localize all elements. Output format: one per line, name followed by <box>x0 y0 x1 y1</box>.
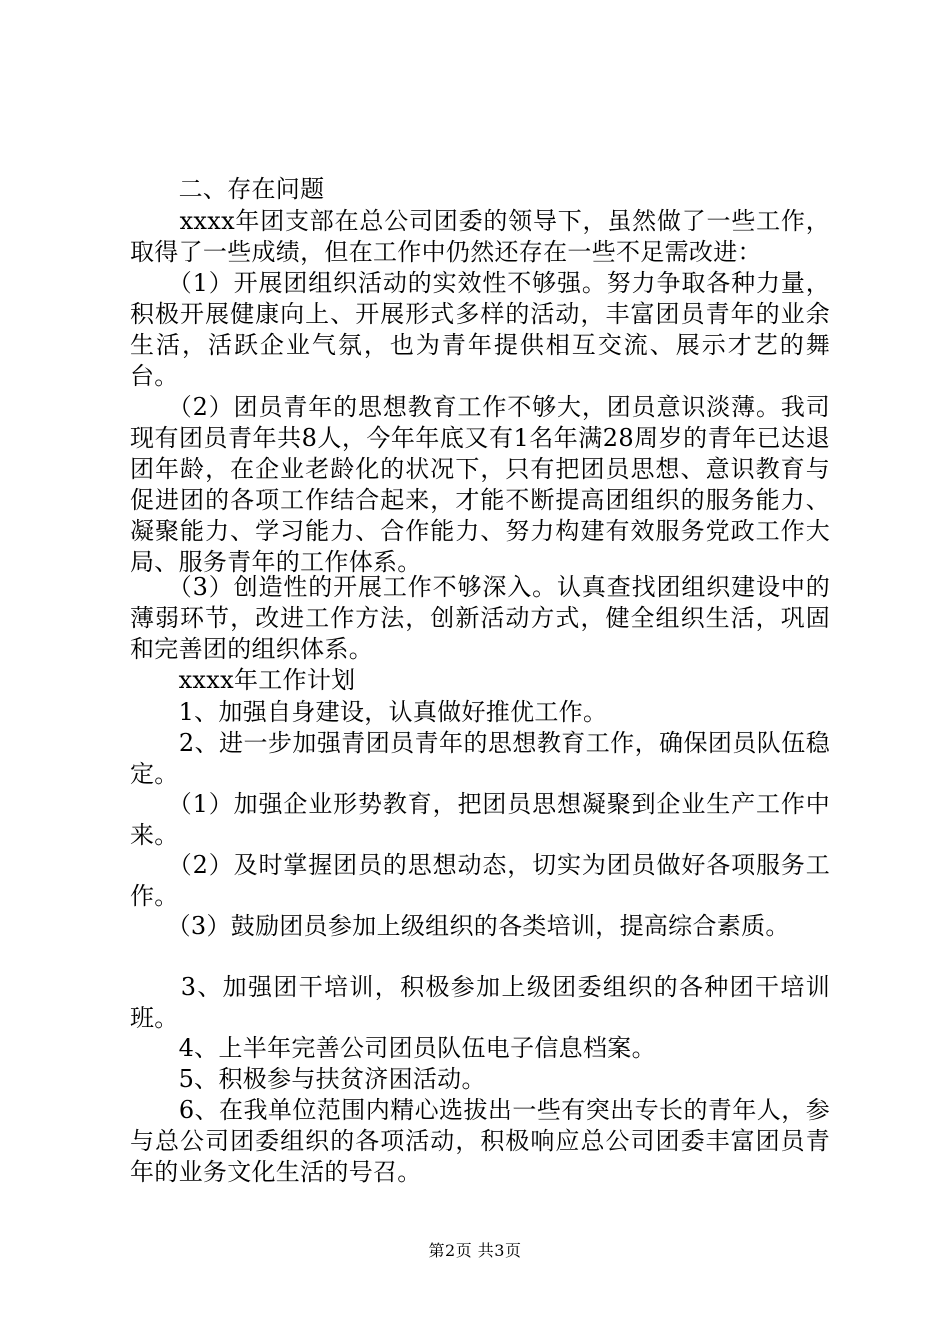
plan-subitem-1: （1）加强企业形势教育，把团员思想凝聚到企业生产工作中来。 <box>130 790 830 849</box>
plan-item-3: 3、加强团干培训，积极参加上级团委组织的各种团干培训班。 <box>130 973 830 1032</box>
plan-item-1: 1、加强自身建设，认真做好推优工作。 <box>130 698 608 726</box>
plan-item-5: 5、积极参与扶贫济困活动。 <box>130 1065 486 1093</box>
problem-item-2: （2）团员青年的思想教育工作不够大，团员意识淡薄。我司现有团员青年共8人，今年年底又有1名年满28周岁的青年已达退团年龄，在企业老龄化的状况下，只有把团员思想、意识教育与促进团的各项工作结合起来，才能不断提高团组织的服务能力、凝聚能力、学习能力、合作能力、努力构建有效服务党政工作大局、服务青年的工作体系。 <box>130 393 830 576</box>
page-number-footer: 第2页 共3页 <box>428 1241 522 1260</box>
plan-item-2: 2、进一步加强青团员青年的思想教育工作，确保团员队伍稳定。 <box>130 729 830 788</box>
plan-item-4: 4、上半年完善公司团员队伍电子信息档案。 <box>130 1034 656 1062</box>
plan-item-6: 6、在我单位范围内精心选拔出一些有突出专长的青年人，参与总公司团委组织的各项活动，积极响应总公司团委丰富团员青年的业务文化生活的号召。 <box>130 1096 830 1186</box>
plan-subitem-3: （3）鼓励团员参加上级组织的各类培训，提高综合素质。 <box>130 912 790 940</box>
problem-item-1: （1）开展团组织活动的实效性不够强。努力争取各种力量，积极开展健康向上、开展形式多样的活动，丰富团员青年的业余生活，活跃企业气氛，也为青年提供相互交流、展示才艺的舞台。 <box>130 269 830 390</box>
section-heading-plan: xxxx年工作计划 <box>130 666 356 694</box>
plan-subitem-2: （2）及时掌握团员的思想动态，切实为团员做好各项服务工作。 <box>130 851 830 910</box>
intro-paragraph: xxxx年团支部在总公司团委的领导下，虽然做了一些工作，取得了一些成绩，但在工作中仍然还存在一些不足需改进： <box>130 207 830 266</box>
problem-item-3: （3）创造性的开展工作不够深入。认真查找团组织建设中的薄弱环节，改进工作方法，创新活动方式，健全组织生活，巩固和完善团的组织体系。 <box>130 573 830 663</box>
section-heading-problems: 二、存在问题 <box>130 175 325 203</box>
